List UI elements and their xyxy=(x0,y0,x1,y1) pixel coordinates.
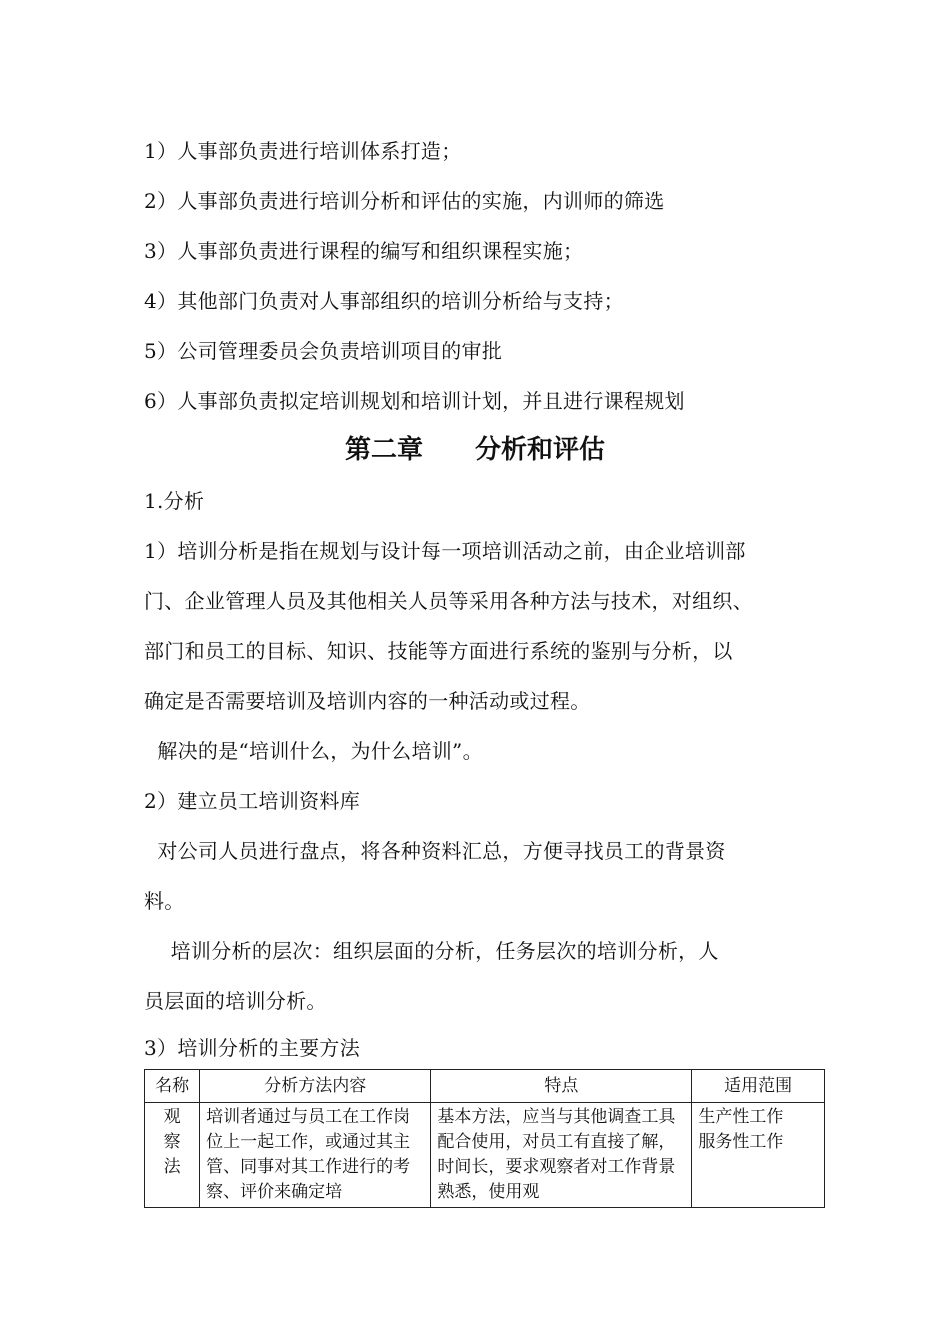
responsibility-item-5: 5）公司管理委员会负责培训项目的审批 xyxy=(144,339,503,363)
responsibility-item-1: 1）人事部负责进行培训体系打造； xyxy=(144,139,462,163)
header-scope: 适用范围 xyxy=(692,1070,825,1103)
paragraph-line: 1）培训分析是指在规划与设计每一项培训活动之前，由企业培训部 xyxy=(144,539,746,563)
responsibility-item-4: 4）其他部门负责对人事部组织的培训分析给与支持； xyxy=(144,289,624,313)
method-scope-cell xyxy=(692,1103,825,1208)
chapter-heading: 第二章 分析和评估 xyxy=(344,435,605,465)
responsibility-item-6: 6）人事部负责拟定培训规划和培训计划，并且进行课程规划 xyxy=(144,389,685,413)
responsibility-item-2: 2）人事部负责进行培训分析和评估的实施，内训师的筛选 xyxy=(144,189,665,213)
item2-title: 2）建立员工培训资料库 xyxy=(144,789,361,813)
method-content: 培训者通过与员工在工作岗位上一起工作，或通过其主管、同事对其工作进行的考察、评价来确定培 xyxy=(206,1107,411,1202)
responsibility-item-3: 3）人事部负责进行课程的编写和组织课程实施； xyxy=(144,239,584,263)
levels-paragraph-line: 员层面的培训分析。 xyxy=(144,989,327,1013)
header-feature: 特点 xyxy=(431,1070,692,1103)
table-row xyxy=(145,1103,825,1208)
method-scope: 生产性工作 服务性工作 xyxy=(698,1107,784,1152)
header-content: 分析方法内容 xyxy=(200,1070,431,1103)
method-name: 观 察 法 xyxy=(163,1107,181,1177)
header-name: 名称 xyxy=(145,1070,200,1103)
section-title: 1.分析 xyxy=(144,489,205,513)
method-feature: 基本方法，应当与其他调查工具配合使用，对员工有直接了解，时间长，要求观察者对工作背景熟悉，使用观 xyxy=(437,1107,676,1202)
method-name-cell xyxy=(145,1103,200,1208)
method-content-cell xyxy=(200,1103,431,1208)
levels-paragraph-line: 培训分析的层次：组织层面的分析，任务层次的培训分析，人 xyxy=(144,939,719,963)
item3-title: 3）培训分析的主要方法 xyxy=(144,1036,361,1060)
method-feature-cell xyxy=(431,1103,692,1208)
table-header-row xyxy=(145,1070,825,1103)
paragraph-line: 部门和员工的目标、知识、技能等方面进行系统的鉴别与分析，以 xyxy=(144,639,733,663)
item2-paragraph-line: 对公司人员进行盘点，将各种资料汇总，方便寻找员工的背景资 xyxy=(144,839,726,863)
paragraph-line: 门、企业管理人员及其他相关人员等采用各种方法与技术，对组织、 xyxy=(144,589,753,613)
item2-paragraph-line: 料。 xyxy=(144,889,185,913)
methods-table xyxy=(144,1069,825,1208)
solve-line: 解决的是“培训什么，为什么培训”。 xyxy=(144,739,483,763)
paragraph-line: 确定是否需要培训及培训内容的一种活动或过程。 xyxy=(144,689,591,713)
